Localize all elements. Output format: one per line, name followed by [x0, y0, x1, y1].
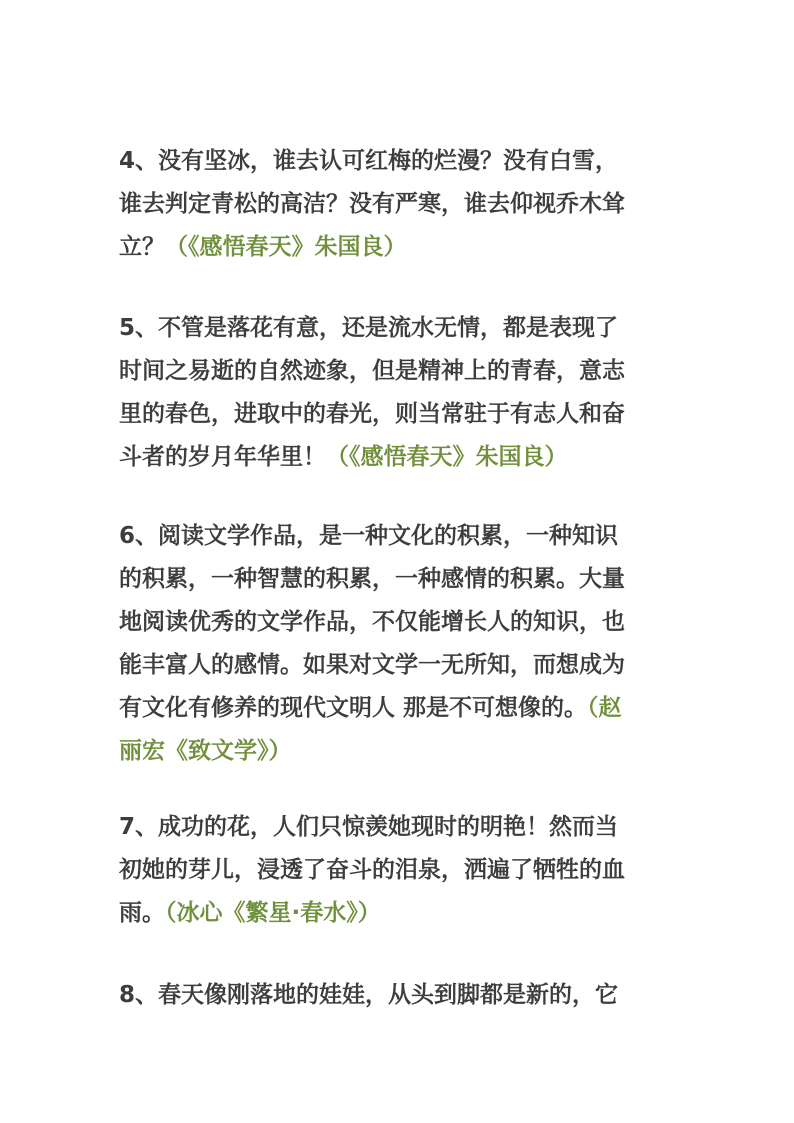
- text-line: 8、春天像刚落地的娃娃，从头到脚都是新的，它: [119, 982, 619, 1008]
- paragraph-7: [119, 806, 679, 935]
- paragraph-8: [119, 974, 679, 1017]
- text-segment: 斗者的岁月年华里！: [119, 444, 326, 470]
- text-line: 4、没有坚冰，谁去认可红梅的烂漫？没有白雪，: [119, 148, 619, 174]
- text-line: [119, 892, 679, 935]
- text-line: 里的春色，进取中的春光，则当常驻于有志人和奋: [119, 401, 625, 427]
- text-line: 时间之易逝的自然迹象，但是精神上的青春，意志: [119, 358, 625, 384]
- text-line: 的积累，一种智慧的积累，一种感情的积累。大量: [119, 566, 625, 592]
- text-line: 地阅读优秀的文学作品，不仅能增长人的知识，也: [119, 609, 625, 635]
- source-citation: （赵: [587, 695, 622, 721]
- text-line: 6、阅读文学作品，是一种文化的积累，一种知识: [119, 523, 619, 549]
- text-line: 谁去判定青松的高洁？没有严寒，谁去仰视乔木耸: [119, 191, 625, 217]
- text-line: [119, 226, 679, 269]
- paragraph-5: [119, 307, 679, 479]
- source-citation: 丽宏《致文学》）: [119, 738, 292, 764]
- source-citation: （《感悟春天》朱国良）: [165, 234, 407, 260]
- text-line: 初她的芽儿，浸透了奋斗的泪泉，洒遍了牺牲的血: [119, 857, 625, 883]
- text-line: 能丰富人的感情。如果对文学一无所知，而想成为: [119, 652, 625, 678]
- text-segment: 有文化有修养的现代文明人 那是不可想像的。: [119, 695, 588, 721]
- text-segment: 雨。: [119, 900, 165, 926]
- text-line: [119, 436, 679, 479]
- text-line: [119, 687, 679, 730]
- text-segment: 立？: [119, 234, 165, 260]
- text-line: 7、成功的花，人们只惊羡她现时的明艳！然而当: [119, 814, 619, 840]
- text-line: 5、不管是落花有意，还是流水无情，都是表现了: [119, 315, 619, 341]
- paragraph-6: [119, 515, 679, 773]
- source-citation: （冰心《繁星·春水》）: [165, 900, 381, 926]
- source-citation: （《感悟春天》朱国良）: [326, 444, 568, 470]
- paragraph-4: [119, 140, 679, 269]
